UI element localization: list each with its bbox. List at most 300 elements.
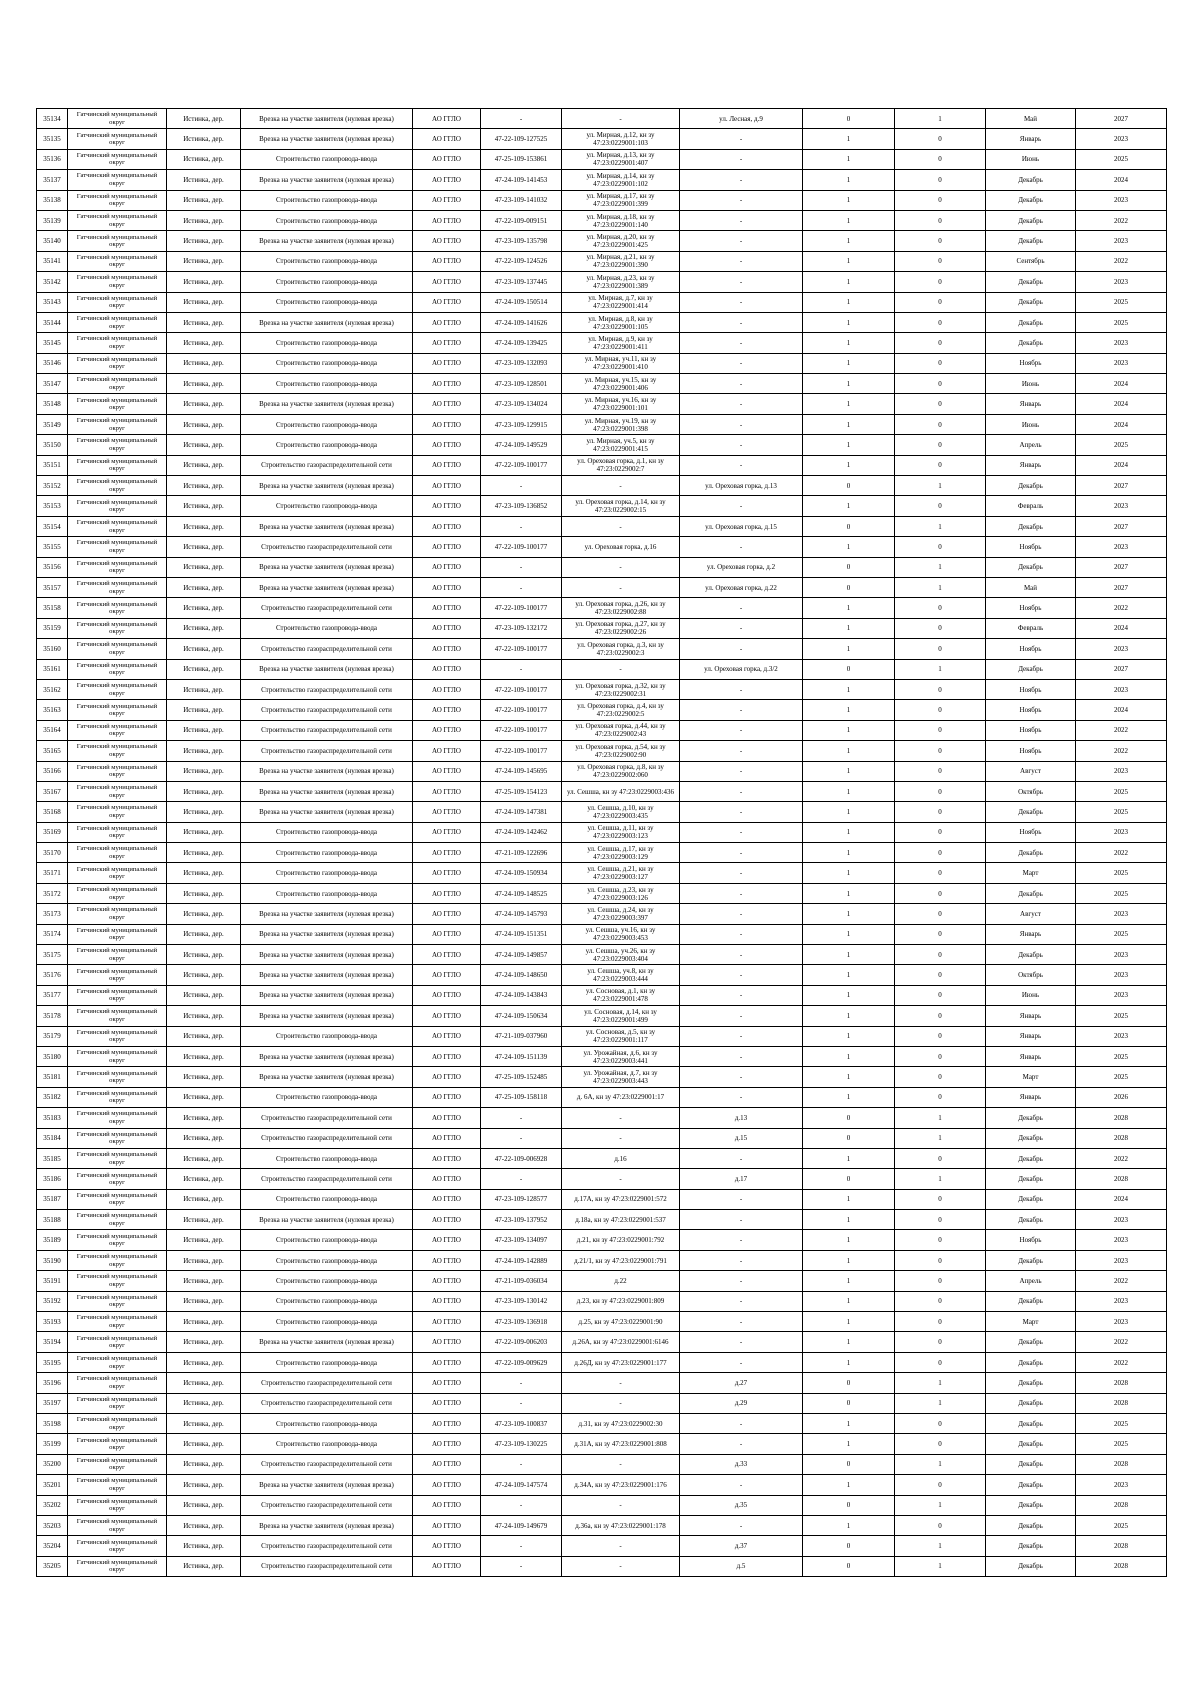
cell-organization: АО ГГЛО — [413, 537, 481, 557]
cell-settlement: Истинка, дер. — [167, 292, 241, 312]
table-row — [37, 516, 1167, 536]
cell-settlement: Истинка, дер. — [167, 1556, 241, 1576]
cell-month: Декабрь — [986, 945, 1076, 965]
cell-row-number: 35201 — [37, 1475, 68, 1495]
cell-work-type: Строительство газопровода-ввода — [241, 1414, 413, 1434]
cell-planned-address: - — [680, 863, 803, 883]
cell-count-existing: 1 — [803, 190, 895, 210]
cell-row-number: 35183 — [37, 1108, 68, 1128]
cell-count-existing: 1 — [803, 1067, 895, 1087]
cell-count-planned: 0 — [895, 1312, 986, 1332]
cell-organization: АО ГГЛО — [413, 292, 481, 312]
cell-count-planned: 0 — [895, 1067, 986, 1087]
table-row — [37, 720, 1167, 740]
cell-count-existing: 1 — [803, 1148, 895, 1168]
cell-month: Август — [986, 761, 1076, 781]
cell-month: Апрель — [986, 1271, 1076, 1291]
cell-count-planned: 0 — [895, 1189, 986, 1209]
cell-organization: АО ГГЛО — [413, 1230, 481, 1250]
cell-count-planned: 0 — [895, 965, 986, 985]
cell-count-planned: 1 — [895, 557, 986, 577]
cell-count-planned: 0 — [895, 496, 986, 516]
cell-work-type: Строительство газопровода-ввода — [241, 1148, 413, 1168]
cell-cadastral-address: д.22 — [562, 1271, 680, 1291]
cell-row-number: 35182 — [37, 1087, 68, 1107]
cell-application-number: - — [481, 1556, 562, 1576]
cell-organization: АО ГГЛО — [413, 802, 481, 822]
cell-municipality: Гатчинский муниципальный округ — [68, 863, 167, 883]
cell-planned-address: - — [680, 720, 803, 740]
cell-work-type: Врезка на участке заявителя (нулевая врезка) — [241, 109, 413, 129]
cell-count-existing: 0 — [803, 1169, 895, 1189]
cell-application-number: 47-24-109-149857 — [481, 945, 562, 965]
cell-cadastral-address: - — [562, 1169, 680, 1189]
cell-count-existing: 0 — [803, 516, 895, 536]
cell-work-type: Строительство газопровода-ввода — [241, 1189, 413, 1209]
cell-row-number: 35205 — [37, 1556, 68, 1576]
cell-year: 2028 — [1076, 1169, 1167, 1189]
cell-year: 2022 — [1076, 210, 1167, 230]
cell-count-planned: 1 — [895, 659, 986, 679]
cell-municipality: Гатчинский муниципальный округ — [68, 353, 167, 373]
cell-application-number: 47-23-109-135798 — [481, 231, 562, 251]
cell-work-type: Строительство газораспределительной сети — [241, 679, 413, 699]
cell-settlement: Истинка, дер. — [167, 394, 241, 414]
cell-cadastral-address: ул. Сешша, уч.26, кн зу 47:23:0229003:404 — [562, 945, 680, 965]
table-row — [37, 761, 1167, 781]
cell-count-planned: 0 — [895, 292, 986, 312]
cell-year: 2023 — [1076, 1230, 1167, 1250]
cell-cadastral-address: ул. Сешша, уч.8, кн зу 47:23:0229003:444 — [562, 965, 680, 985]
cell-count-planned: 0 — [895, 618, 986, 638]
cell-organization: АО ГГЛО — [413, 1046, 481, 1066]
cell-cadastral-address: ул. Мирная, уч.11, кн зу 47:23:0229001:410 — [562, 353, 680, 373]
cell-month: Ноябрь — [986, 720, 1076, 740]
cell-row-number: 35180 — [37, 1046, 68, 1066]
cell-planned-address: - — [680, 1250, 803, 1270]
cell-application-number: 47-21-109-037960 — [481, 1026, 562, 1046]
cell-cadastral-address: - — [562, 1393, 680, 1413]
cell-year: 2024 — [1076, 700, 1167, 720]
cell-organization: АО ГГЛО — [413, 598, 481, 618]
cell-year: 2023 — [1076, 190, 1167, 210]
cell-organization: АО ГГЛО — [413, 496, 481, 516]
table-row — [37, 802, 1167, 822]
cell-count-existing: 0 — [803, 1128, 895, 1148]
cell-count-existing: 1 — [803, 537, 895, 557]
cell-municipality: Гатчинский муниципальный округ — [68, 1148, 167, 1168]
cell-count-existing: 1 — [803, 1312, 895, 1332]
cell-settlement: Истинка, дер. — [167, 1414, 241, 1434]
cell-planned-address: ул. Лесная, д.9 — [680, 109, 803, 129]
cell-count-existing: 0 — [803, 1556, 895, 1576]
cell-application-number: 47-22-109-100177 — [481, 720, 562, 740]
cell-application-number: 47-25-109-158118 — [481, 1087, 562, 1107]
cell-row-number: 35157 — [37, 577, 68, 597]
cell-year: 2025 — [1076, 1067, 1167, 1087]
cell-settlement: Истинка, дер. — [167, 1515, 241, 1535]
cell-work-type: Врезка на участке заявителя (нулевая врезка) — [241, 781, 413, 801]
cell-work-type: Строительство газораспределительной сети — [241, 1128, 413, 1148]
table-row — [37, 312, 1167, 332]
cell-planned-address: ул. Ореховая горка, д.3/2 — [680, 659, 803, 679]
cell-count-existing: 1 — [803, 455, 895, 475]
cell-application-number: 47-24-109-150934 — [481, 863, 562, 883]
cell-month: Июнь — [986, 374, 1076, 394]
cell-municipality: Гатчинский муниципальный округ — [68, 1250, 167, 1270]
cell-planned-address: - — [680, 1414, 803, 1434]
cell-organization: АО ГГЛО — [413, 1026, 481, 1046]
table-row — [37, 1271, 1167, 1291]
cell-work-type: Врезка на участке заявителя (нулевая врезка) — [241, 170, 413, 190]
table-row — [37, 1169, 1167, 1189]
cell-application-number: - — [481, 1536, 562, 1556]
cell-row-number: 35163 — [37, 700, 68, 720]
cell-settlement: Истинка, дер. — [167, 1108, 241, 1128]
cell-organization: АО ГГЛО — [413, 1475, 481, 1495]
cell-month: Май — [986, 577, 1076, 597]
cell-settlement: Истинка, дер. — [167, 577, 241, 597]
cell-count-planned: 0 — [895, 679, 986, 699]
cell-row-number: 35191 — [37, 1271, 68, 1291]
cell-count-planned: 0 — [895, 883, 986, 903]
cell-settlement: Истинка, дер. — [167, 802, 241, 822]
cell-municipality: Гатчинский муниципальный округ — [68, 1495, 167, 1515]
cell-application-number: 47-24-109-142462 — [481, 822, 562, 842]
cell-organization: АО ГГЛО — [413, 1495, 481, 1515]
cell-organization: АО ГГЛО — [413, 1352, 481, 1372]
cell-count-existing: 0 — [803, 1495, 895, 1515]
cell-year: 2023 — [1076, 1475, 1167, 1495]
table-row — [37, 883, 1167, 903]
cell-count-existing: 1 — [803, 822, 895, 842]
cell-municipality: Гатчинский муниципальный округ — [68, 1291, 167, 1311]
cell-year: 2027 — [1076, 109, 1167, 129]
cell-application-number: 47-22-109-006928 — [481, 1148, 562, 1168]
cell-cadastral-address: ул. Сешша, уч.16, кн зу 47:23:0229003:453 — [562, 924, 680, 944]
cell-month: Ноябрь — [986, 741, 1076, 761]
cell-month: Октябрь — [986, 965, 1076, 985]
cell-work-type: Строительство газопровода-ввода — [241, 843, 413, 863]
cell-organization: АО ГГЛО — [413, 1087, 481, 1107]
cell-year: 2023 — [1076, 272, 1167, 292]
cell-cadastral-address: ул. Ореховая горка, д.4, кн зу 47:23:0229002:5 — [562, 700, 680, 720]
cell-work-type: Врезка на участке заявителя (нулевая врезка) — [241, 557, 413, 577]
cell-organization: АО ГГЛО — [413, 1250, 481, 1270]
cell-count-existing: 1 — [803, 1475, 895, 1495]
cell-planned-address: д.5 — [680, 1556, 803, 1576]
cell-count-planned: 0 — [895, 720, 986, 740]
cell-application-number: 47-24-109-147381 — [481, 802, 562, 822]
cell-settlement: Истинка, дер. — [167, 1312, 241, 1332]
cell-year: 2022 — [1076, 598, 1167, 618]
cell-year: 2022 — [1076, 251, 1167, 271]
cell-work-type: Врезка на участке заявителя (нулевая врезка) — [241, 761, 413, 781]
cell-month: Февраль — [986, 496, 1076, 516]
cell-municipality: Гатчинский муниципальный округ — [68, 1312, 167, 1332]
cell-municipality: Гатчинский муниципальный округ — [68, 435, 167, 455]
cell-application-number: - — [481, 1108, 562, 1128]
cell-row-number: 35187 — [37, 1189, 68, 1209]
cell-cadastral-address: - — [562, 1454, 680, 1474]
table-row — [37, 1250, 1167, 1270]
cell-municipality: Гатчинский муниципальный округ — [68, 414, 167, 434]
cell-cadastral-address: ул. Ореховая горка, д.1, кн зу 47:23:0229002:7 — [562, 455, 680, 475]
cell-planned-address: - — [680, 904, 803, 924]
cell-count-planned: 0 — [895, 537, 986, 557]
cell-application-number: 47-23-109-129915 — [481, 414, 562, 434]
cell-month: Декабрь — [986, 231, 1076, 251]
cell-planned-address: д.27 — [680, 1373, 803, 1393]
cell-month: Декабрь — [986, 843, 1076, 863]
cell-count-existing: 1 — [803, 1250, 895, 1270]
cell-month: Сентябрь — [986, 251, 1076, 271]
cell-municipality: Гатчинский муниципальный округ — [68, 1434, 167, 1454]
cell-count-existing: 1 — [803, 251, 895, 271]
cell-row-number: 35142 — [37, 272, 68, 292]
cell-organization: АО ГГЛО — [413, 1169, 481, 1189]
cell-application-number: - — [481, 1393, 562, 1413]
cell-municipality: Гатчинский муниципальный округ — [68, 272, 167, 292]
cell-work-type: Строительство газораспределительной сети — [241, 1495, 413, 1515]
cell-month: Декабрь — [986, 1189, 1076, 1209]
cell-cadastral-address: - — [562, 1495, 680, 1515]
cell-month: Декабрь — [986, 1128, 1076, 1148]
table-row — [37, 251, 1167, 271]
cell-row-number: 35152 — [37, 476, 68, 496]
cell-planned-address: - — [680, 374, 803, 394]
cell-count-planned: 0 — [895, 210, 986, 230]
cell-settlement: Истинка, дер. — [167, 1495, 241, 1515]
cell-organization: АО ГГЛО — [413, 883, 481, 903]
cell-row-number: 35198 — [37, 1414, 68, 1434]
cell-cadastral-address: д.26А, кн зу 47:23:0229001:6146 — [562, 1332, 680, 1352]
cell-cadastral-address: д.25, кн зу 47:23:0229001:90 — [562, 1312, 680, 1332]
cell-planned-address: - — [680, 1271, 803, 1291]
cell-row-number: 35170 — [37, 843, 68, 863]
cell-municipality: Гатчинский муниципальный округ — [68, 455, 167, 475]
table-row — [37, 1312, 1167, 1332]
cell-municipality: Гатчинский муниципальный округ — [68, 476, 167, 496]
cell-count-planned: 0 — [895, 761, 986, 781]
cell-settlement: Истинка, дер. — [167, 251, 241, 271]
cell-work-type: Строительство газопровода-ввода — [241, 883, 413, 903]
cell-count-existing: 1 — [803, 353, 895, 373]
cell-cadastral-address: ул. Мирная, д.18, кн зу 47:23:0229001:140 — [562, 210, 680, 230]
cell-organization: АО ГГЛО — [413, 822, 481, 842]
cell-count-planned: 0 — [895, 231, 986, 251]
cell-work-type: Строительство газопровода-ввода — [241, 496, 413, 516]
cell-work-type: Строительство газораспределительной сети — [241, 1373, 413, 1393]
cell-organization: АО ГГЛО — [413, 129, 481, 149]
cell-count-planned: 0 — [895, 1250, 986, 1270]
cell-municipality: Гатчинский муниципальный округ — [68, 1454, 167, 1474]
cell-settlement: Истинка, дер. — [167, 904, 241, 924]
cell-settlement: Истинка, дер. — [167, 109, 241, 129]
cell-work-type: Строительство газораспределительной сети — [241, 598, 413, 618]
table-row — [37, 1495, 1167, 1515]
cell-count-existing: 1 — [803, 945, 895, 965]
cell-cadastral-address: ул. Мирная, д.14, кн зу 47:23:0229001:102 — [562, 170, 680, 190]
cell-application-number: 47-24-109-142889 — [481, 1250, 562, 1270]
cell-application-number: 47-23-109-132172 — [481, 618, 562, 638]
cell-municipality: Гатчинский муниципальный округ — [68, 598, 167, 618]
table-row — [37, 618, 1167, 638]
cell-year: 2025 — [1076, 312, 1167, 332]
cell-work-type: Строительство газопровода-ввода — [241, 353, 413, 373]
cell-count-existing: 1 — [803, 1352, 895, 1372]
cell-organization: АО ГГЛО — [413, 904, 481, 924]
cell-count-existing: 0 — [803, 577, 895, 597]
cell-municipality: Гатчинский муниципальный округ — [68, 1046, 167, 1066]
cell-application-number: 47-22-109-100177 — [481, 455, 562, 475]
cell-count-existing: 1 — [803, 1210, 895, 1230]
table-row — [37, 190, 1167, 210]
cell-application-number: - — [481, 659, 562, 679]
cell-row-number: 35172 — [37, 883, 68, 903]
cell-year: 2025 — [1076, 1414, 1167, 1434]
cell-work-type: Строительство газопровода-ввода — [241, 1087, 413, 1107]
cell-year: 2025 — [1076, 883, 1167, 903]
cell-month: Январь — [986, 1087, 1076, 1107]
cell-count-existing: 0 — [803, 476, 895, 496]
cell-application-number: 47-22-109-100177 — [481, 598, 562, 618]
cell-settlement: Истинка, дер. — [167, 720, 241, 740]
cell-row-number: 35137 — [37, 170, 68, 190]
cell-application-number: 47-24-109-149529 — [481, 435, 562, 455]
cell-work-type: Строительство газопровода-ввода — [241, 190, 413, 210]
table-row — [37, 476, 1167, 496]
table-row — [37, 149, 1167, 169]
cell-application-number: - — [481, 1454, 562, 1474]
cell-planned-address: - — [680, 537, 803, 557]
cell-count-existing: 1 — [803, 598, 895, 618]
cell-month: Декабрь — [986, 1148, 1076, 1168]
cell-row-number: 35148 — [37, 394, 68, 414]
cell-organization: АО ГГЛО — [413, 985, 481, 1005]
cell-settlement: Истинка, дер. — [167, 557, 241, 577]
cell-count-existing: 1 — [803, 843, 895, 863]
cell-planned-address: - — [680, 1332, 803, 1352]
cell-month: Март — [986, 1312, 1076, 1332]
table-row — [37, 965, 1167, 985]
cell-year: 2025 — [1076, 781, 1167, 801]
cell-planned-address: - — [680, 924, 803, 944]
cell-count-planned: 0 — [895, 272, 986, 292]
cell-planned-address: - — [680, 129, 803, 149]
cell-count-existing: 1 — [803, 761, 895, 781]
cell-month: Декабрь — [986, 802, 1076, 822]
cell-year: 2023 — [1076, 496, 1167, 516]
cell-row-number: 35179 — [37, 1026, 68, 1046]
cell-organization: АО ГГЛО — [413, 679, 481, 699]
cell-application-number: - — [481, 1495, 562, 1515]
cell-application-number: 47-22-109-006203 — [481, 1332, 562, 1352]
table-body — [37, 109, 1167, 1577]
cell-cadastral-address: д.21, кн зу 47:23:0229001:792 — [562, 1230, 680, 1250]
cell-count-planned: 1 — [895, 1495, 986, 1515]
table-row — [37, 1046, 1167, 1066]
cell-month: Декабрь — [986, 1454, 1076, 1474]
table-row — [37, 863, 1167, 883]
cell-organization: АО ГГЛО — [413, 1434, 481, 1454]
table-row — [37, 129, 1167, 149]
cell-month: Декабрь — [986, 292, 1076, 312]
cell-municipality: Гатчинский муниципальный округ — [68, 1087, 167, 1107]
cell-year: 2023 — [1076, 1250, 1167, 1270]
cell-organization: АО ГГЛО — [413, 1271, 481, 1291]
table-row — [37, 700, 1167, 720]
cell-settlement: Истинка, дер. — [167, 883, 241, 903]
cell-settlement: Истинка, дер. — [167, 618, 241, 638]
cell-cadastral-address: ул. Ореховая горка, д.14, кн зу 47:23:0229002:15 — [562, 496, 680, 516]
cell-municipality: Гатчинский муниципальный округ — [68, 924, 167, 944]
cell-planned-address: - — [680, 1210, 803, 1230]
cell-municipality: Гатчинский муниципальный округ — [68, 659, 167, 679]
cell-year: 2023 — [1076, 639, 1167, 659]
cell-row-number: 35143 — [37, 292, 68, 312]
cell-row-number: 35200 — [37, 1454, 68, 1474]
cell-month: Декабрь — [986, 190, 1076, 210]
cell-planned-address: - — [680, 679, 803, 699]
cell-year: 2023 — [1076, 822, 1167, 842]
cell-count-existing: 1 — [803, 965, 895, 985]
cell-count-existing: 1 — [803, 272, 895, 292]
cell-application-number: 47-23-109-132093 — [481, 353, 562, 373]
cell-municipality: Гатчинский муниципальный округ — [68, 251, 167, 271]
cell-year: 2024 — [1076, 414, 1167, 434]
cell-count-existing: 1 — [803, 1046, 895, 1066]
cell-count-planned: 0 — [895, 598, 986, 618]
cell-work-type: Врезка на участке заявителя (нулевая врезка) — [241, 904, 413, 924]
cell-count-existing: 1 — [803, 1434, 895, 1454]
cell-municipality: Гатчинский муниципальный округ — [68, 700, 167, 720]
cell-count-existing: 0 — [803, 1454, 895, 1474]
cell-application-number: 47-25-109-152485 — [481, 1067, 562, 1087]
cell-year: 2024 — [1076, 618, 1167, 638]
cell-row-number: 35188 — [37, 1210, 68, 1230]
cell-application-number: 47-22-109-100177 — [481, 679, 562, 699]
cell-count-planned: 0 — [895, 1148, 986, 1168]
cell-settlement: Истинка, дер. — [167, 1169, 241, 1189]
cell-month: Декабрь — [986, 312, 1076, 332]
cell-application-number: 47-21-109-122696 — [481, 843, 562, 863]
cell-row-number: 35158 — [37, 598, 68, 618]
cell-count-existing: 1 — [803, 1189, 895, 1209]
cell-cadastral-address: ул. Мирная, д.21, кн зу 47:23:0229001:390 — [562, 251, 680, 271]
cell-count-planned: 0 — [895, 985, 986, 1005]
cell-planned-address: - — [680, 822, 803, 842]
cell-count-planned: 0 — [895, 1087, 986, 1107]
cell-application-number: - — [481, 1169, 562, 1189]
cell-organization: АО ГГЛО — [413, 190, 481, 210]
table-row — [37, 1536, 1167, 1556]
cell-application-number: - — [481, 516, 562, 536]
cell-application-number: 47-22-109-100177 — [481, 537, 562, 557]
cell-settlement: Истинка, дер. — [167, 822, 241, 842]
cell-municipality: Гатчинский муниципальный округ — [68, 1475, 167, 1495]
cell-settlement: Истинка, дер. — [167, 1128, 241, 1148]
cell-settlement: Истинка, дер. — [167, 863, 241, 883]
table-row — [37, 741, 1167, 761]
table-row — [37, 1352, 1167, 1372]
cell-month: Декабрь — [986, 557, 1076, 577]
cell-count-existing: 1 — [803, 781, 895, 801]
cell-row-number: 35174 — [37, 924, 68, 944]
cell-count-existing: 1 — [803, 904, 895, 924]
cell-count-planned: 1 — [895, 1393, 986, 1413]
cell-settlement: Истинка, дер. — [167, 374, 241, 394]
